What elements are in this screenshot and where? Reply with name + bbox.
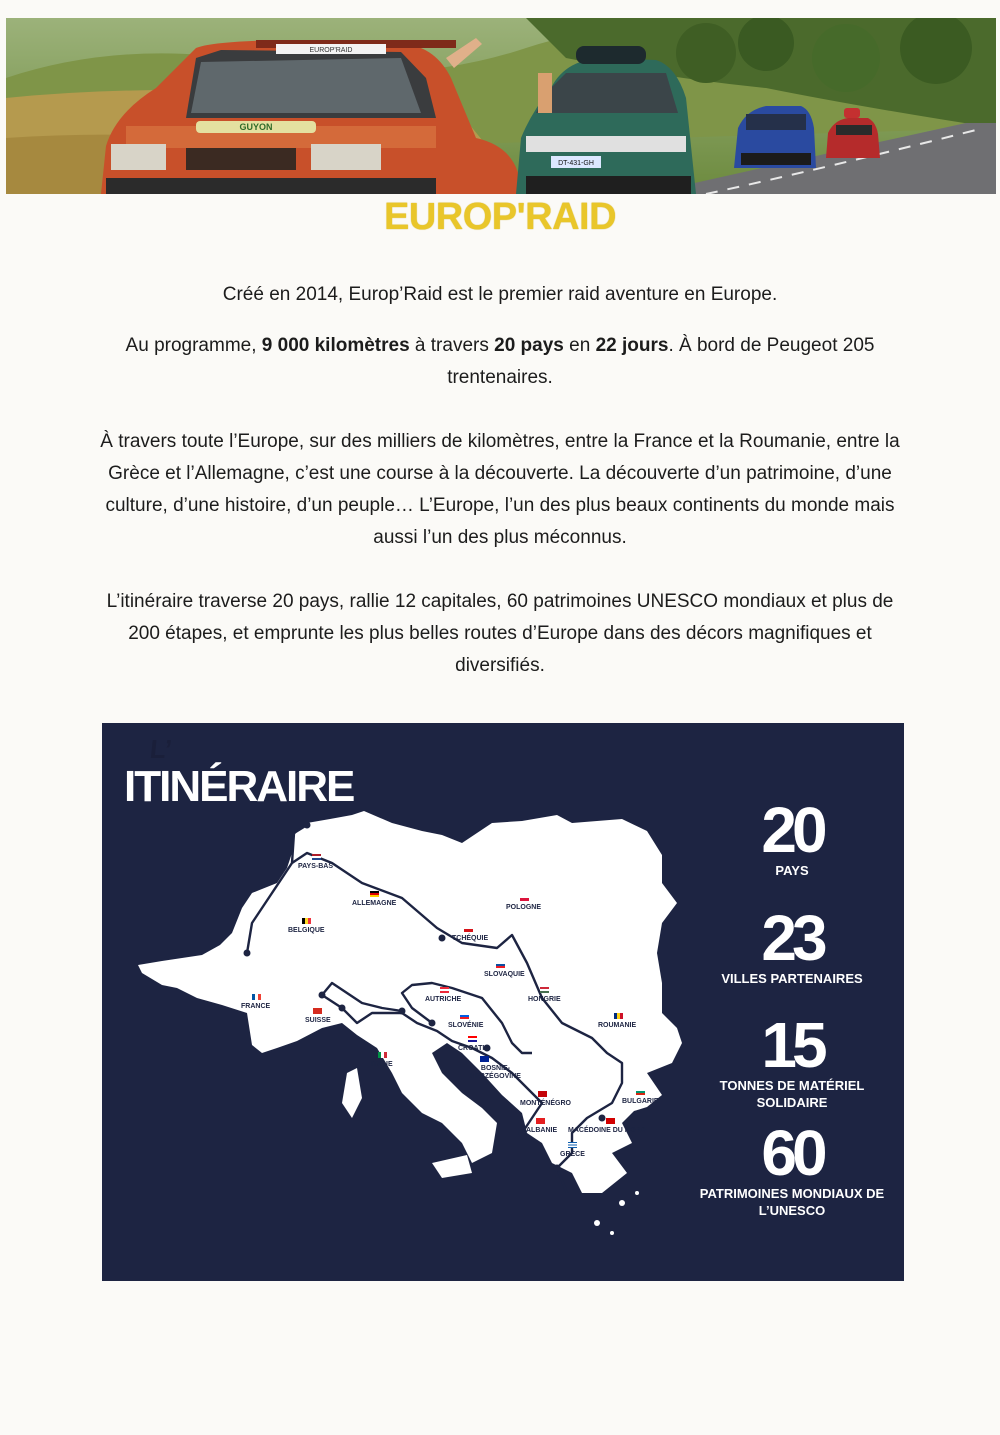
- flag-mk-icon: [606, 1118, 615, 1124]
- flag-si-icon: [460, 1013, 469, 1019]
- label-grece: GRÈCE: [560, 1151, 585, 1158]
- flag-hu-icon: [540, 987, 549, 993]
- itinerary-title: ITINÉRAIRE: [124, 762, 354, 811]
- label-pologne: POLOGNE: [506, 904, 542, 911]
- label-croatie: CROATIE: [458, 1045, 489, 1052]
- hero-sponsor-text: GUYON: [239, 122, 273, 132]
- label-albanie: ALBANIE: [526, 1127, 558, 1134]
- stat-cities: [692, 902, 892, 987]
- itinerary-title-article: L’: [148, 734, 174, 764]
- flag-ba-icon: [480, 1056, 489, 1062]
- flag-it-icon: [378, 1052, 387, 1058]
- intro-paragraph: Créé en 2014, Europ’Raid est le premier raid aventure en Europe.: [222, 284, 778, 305]
- hero-plate: DT-431-GH: [558, 160, 594, 167]
- stat-countries-number: 20: [761, 794, 823, 866]
- label-belgique: BELGIQUE: [288, 927, 325, 934]
- label-bosnie: BOSNIE- HERZÉGOVINE: [470, 1065, 521, 1080]
- hero-photo: [6, 18, 996, 194]
- flag-de-icon: [370, 891, 379, 897]
- program-text-c: à travers: [409, 335, 495, 356]
- flag-gr-icon: [568, 1142, 577, 1148]
- flag-pl-icon: [520, 895, 529, 901]
- europe-landmass: [138, 811, 682, 1193]
- flag-me-icon: [538, 1091, 547, 1097]
- program-text-e: en: [563, 335, 596, 356]
- label-allemagne: ALLEMAGNE: [352, 900, 397, 907]
- flag-al-icon: [536, 1118, 545, 1124]
- page-title: EUROP'RAID: [383, 196, 617, 238]
- hero-illustration: [6, 18, 996, 194]
- program-paragraph: [90, 330, 910, 394]
- label-italie: ITALIE: [371, 1061, 393, 1068]
- program-countries: 20 pays: [494, 335, 564, 356]
- stat-unesco-number: 60: [761, 1117, 823, 1189]
- flag-fr-icon: [252, 994, 261, 1000]
- flag-be-icon: [302, 918, 311, 924]
- stat-unesco-label: PATRIMOINES MONDIAUX DE L’UNESCO: [699, 1186, 885, 1218]
- stat-tons-number: 15: [761, 1009, 823, 1081]
- flag-ro-icon: [614, 1013, 623, 1019]
- stat-unesco: [692, 1117, 892, 1219]
- label-roumanie: ROUMANIE: [598, 1022, 637, 1029]
- stat-countries-label: PAYS: [775, 863, 809, 878]
- sardinia-shape: [342, 1068, 362, 1118]
- label-autriche: AUTRICHE: [425, 996, 462, 1003]
- hero-banner-text: EUROP'RAID: [309, 47, 353, 54]
- program-text-a: Au programme,: [125, 335, 262, 356]
- label-suisse: SUISSE: [305, 1017, 331, 1024]
- sicily-shape: [432, 1155, 472, 1178]
- discovery-paragraph: À travers toute l’Europe, sur des milliers de kilomètres, entre la France et la Roumanie, entre la Grèce et l’Allemagne, c’est une course à la découverte. La découverte d’un patrimoine, d’une culture, d’une histoire, d’un peuple… L’Europe, l’un des plus beaux continents du monde mais aussi l’un des plus méconnus.: [100, 431, 900, 548]
- flag-ch-icon: [313, 1008, 322, 1014]
- label-tcheque: TCHÉQUIE: [452, 935, 489, 942]
- flag-at-icon: [440, 987, 449, 993]
- program-text-g: . À bord de Peugeot 205 trentenaires.: [447, 335, 875, 388]
- label-pays-bas: PAYS-BAS: [298, 863, 334, 870]
- program-days: 22 jours: [595, 335, 669, 356]
- stat-tons: [692, 1009, 892, 1111]
- program-km: 9 000 kilomètres: [261, 335, 410, 356]
- label-bulgarie: BULGARIE: [622, 1098, 659, 1105]
- flag-nl-icon: [312, 854, 321, 860]
- label-macedoine: MACÉDOINE DU NORD: [568, 1127, 646, 1134]
- flag-bg-icon: [636, 1089, 645, 1095]
- stat-tons-label: TONNES DE MATÉRIEL SOLIDAIRE: [719, 1078, 865, 1110]
- itinerary-paragraph: L’itinéraire traverse 20 pays, rallie 12 capitales, 60 patrimoines UNESCO mondiaux et plus de 200 étapes, et emprunte les plus belles routes d’Europe dans des décors magnifiques et diversifiés.: [106, 591, 894, 676]
- stat-cities-label: VILLES PARTENAIRES: [721, 971, 863, 986]
- label-slovaquie: SLOVAQUIE: [484, 971, 525, 978]
- label-slovenie: SLOVÉNIE: [448, 1022, 484, 1029]
- stat-cities-number: 23: [761, 902, 823, 974]
- label-montenegro: MONTÉNÉGRO: [520, 1100, 571, 1107]
- flag-sk-icon: [496, 962, 505, 968]
- flag-cz-icon: [464, 926, 473, 932]
- label-france: FRANCE: [241, 1003, 271, 1010]
- stat-countries: [692, 794, 892, 879]
- label-hongrie: HONGRIE: [528, 996, 561, 1003]
- flag-hr-icon: [468, 1036, 477, 1042]
